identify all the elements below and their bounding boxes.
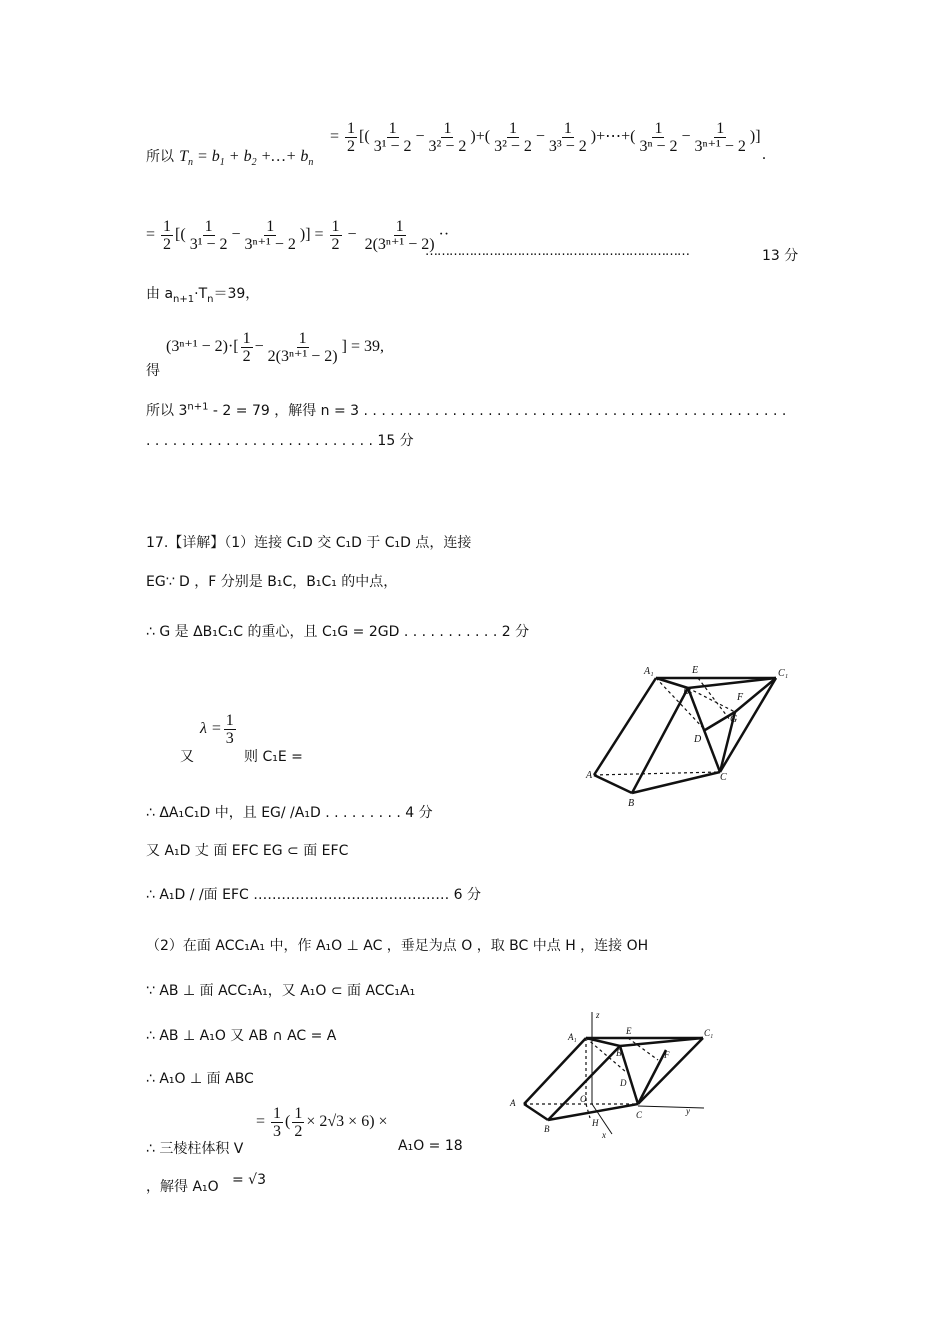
label-b: B: [544, 1124, 550, 1134]
prism-figure-1: [580, 660, 800, 810]
p17-line2: EG∵ D ，F 分别是 B₁C，B₁C₁ 的中点，: [146, 574, 398, 590]
p2-line3: ∴ AB ⊥ A₁O 又 AB ∩ AC = A: [146, 1028, 337, 1044]
equation-39: (3ⁿ⁺¹ − 2)·[ $\frac{1}{2}$ − $\frac{1}{\text{2(3ⁿ⁺¹ − 2)}}$ ] = 39,: [166, 330, 384, 365]
label-c1: C₁: [778, 668, 789, 679]
label-c: C: [636, 1110, 643, 1120]
label-z: z: [596, 1010, 600, 1020]
c1e-expr: 则 C₁E =: [244, 749, 303, 765]
label-a: A: [510, 1098, 516, 1108]
p2-line4: ∴ A₁O ⊥ 面 ABC: [146, 1071, 254, 1087]
label-f: F: [737, 692, 744, 703]
label-e: E: [626, 1026, 632, 1036]
you-label: 又: [180, 749, 194, 765]
volume-expr: = $\frac{1}{3}$ ( $\frac{1}{2}$ × 2√3 × 6) ×: [256, 1105, 388, 1140]
label-b1: B₁: [683, 686, 693, 697]
given-line: 由 $a_{n+1}\cdot T_n=39$，: [146, 286, 260, 305]
label-d: D: [694, 734, 702, 745]
tn-sum-rhs: = $\frac{1}{2}$ [( $\frac{1}{\text{3¹ − 2}}$ − $\frac{1}{\text{3² − 2}}$ )+( $\frac{1}{\text{3² − 2}}$ − $\frac{1}{\text{3³ − 2}}$ )+⋯+( $\frac{1}{\text{3ⁿ − 2}}$ − $\frac{1}{\text{3ⁿ⁺¹ − 2}}$ )]: [330, 120, 761, 155]
de-label: 得: [146, 363, 160, 379]
label-d: D: [620, 1078, 627, 1088]
label-a: A: [586, 770, 593, 781]
end-dot: .: [762, 146, 766, 163]
prism-figure-2: [508, 1010, 718, 1140]
p2-line1: （2）在面 ACC₁A₁ 中，作 A₁O ⊥ AC ，垂足为点 O ，取 BC 中点 H ，连接 OH: [146, 938, 649, 954]
p17-heading: 17.【详解】（1）连接 C₁D 交 C₁D 于 C₁D 点，连接: [146, 535, 472, 551]
score-13: 13 分: [762, 248, 799, 264]
volume-label: ∴ 三棱柱体积 V: [146, 1141, 244, 1157]
label-a1: A₁: [644, 666, 654, 677]
p17-line5: ∴ ΔA₁C₁D 中，且 EG/ /A₁D . . . . . . . . . 4 分: [146, 805, 433, 821]
label-c: C: [720, 772, 727, 783]
label-x: x: [602, 1130, 606, 1140]
dots-15: . . . . . . . . . . . . . . . . . . . . . . . . . . 15 分: [146, 433, 414, 449]
solve-a1o-label: ，解得 A₁O: [146, 1179, 219, 1195]
p17-line3: ∴ G 是 ΔB₁C₁C 的重心，且 C₁G = 2GD . . . . . . . . . . . 2 分: [146, 624, 530, 640]
p17-line6: 又 A₁D 丈 面 EFC EG ⊂ 面 EFC: [146, 843, 349, 859]
tn-result-line: = $\frac{1}{2}$ [( $\frac{1}{\text{3¹ − 2}}$ − $\frac{1}{\text{3ⁿ⁺¹ − 2}}$ )] = $\frac{1}{2}$ − $\frac{1}{\text{2(3ⁿ⁺¹ − 2)}}$ ··: [146, 218, 450, 253]
label-b1: B₁: [616, 1048, 625, 1058]
label-h: H: [592, 1118, 599, 1128]
p2-line2: ∵ AB ⊥ 面 ACC₁A₁，又 A₁O ⊂ 面 ACC₁A₁: [146, 983, 416, 999]
p17-line7: ∴ A₁D / /面 EFC …………………………………… 6 分: [146, 887, 482, 903]
label-e: E: [692, 665, 699, 676]
label-b: B: [628, 798, 635, 809]
dots-13: …………………………………………………………: [425, 244, 689, 259]
label-c1: C₁: [704, 1028, 714, 1038]
lambda-expr: λ = $\frac{1}{3}$: [200, 712, 234, 747]
solve-n-line: 所以 $3^{n+1} - 2 = 79$ ，解得 n = 3 . . . . . . . . . . . . . . . . . . . . . . . . . . . . . . . . . . . . . . . . . . . . . . . .: [146, 401, 787, 419]
label-a1: A₁: [568, 1032, 577, 1042]
label-g: G: [730, 714, 738, 725]
tn-sum-line: 所以 $T_n = b_1 + b_2$ +…+ $b_n$: [146, 148, 314, 169]
label-f: F: [664, 1050, 670, 1060]
label-o: O: [580, 1094, 587, 1104]
solve-a1o-value: = √3: [232, 1172, 267, 1188]
label-y: y: [686, 1106, 690, 1116]
volume-value: A₁O = 18: [398, 1138, 463, 1154]
